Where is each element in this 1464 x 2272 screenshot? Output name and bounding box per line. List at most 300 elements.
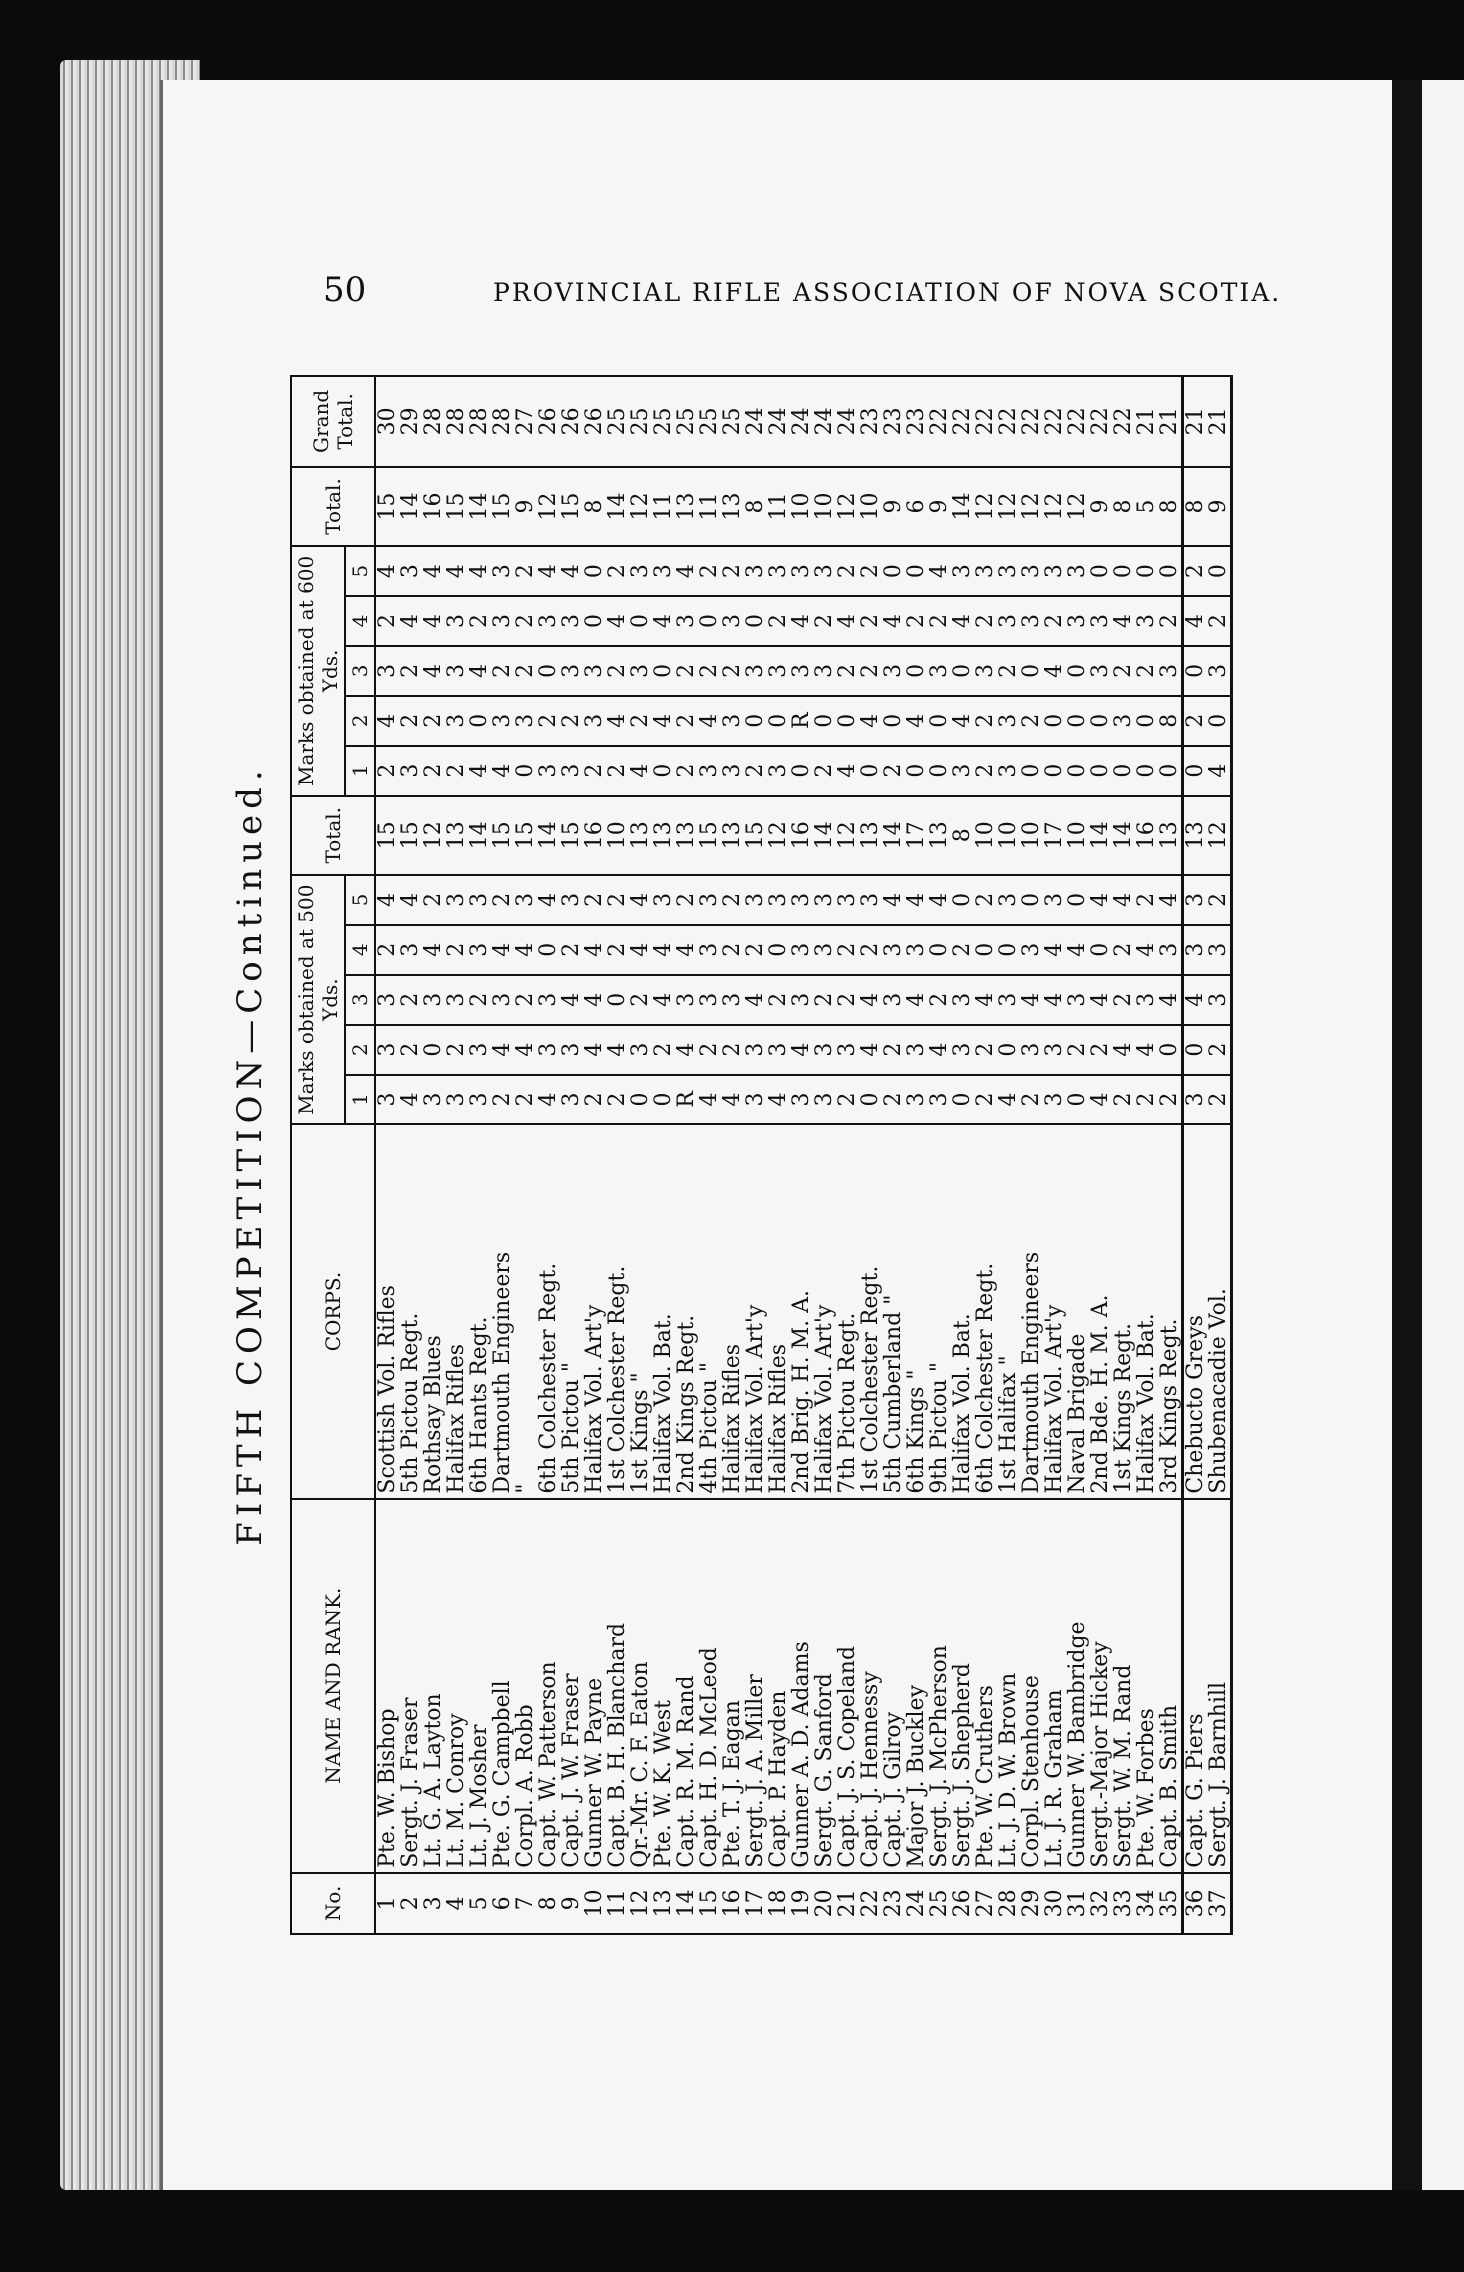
cell-corps: Halifax Vol. Bat. [951,1124,974,1498]
cell-mark-500: 3 [882,975,905,1025]
cell-mark-500: 3 [905,1025,928,1075]
cell-mark-500: 3 [859,875,882,925]
cell-mark-500: 2 [629,975,652,1025]
shot-5-500: 5 [345,875,375,925]
cell-grand-total: 21 [1158,376,1183,467]
cell-total-500: 15 [698,796,721,875]
cell-mark-600: 2 [399,696,422,746]
cell-mark-500: 2 [951,925,974,975]
cell-mark-500: 4 [905,975,928,1025]
cell-mark-500: 2 [1158,1075,1183,1125]
cell-mark-500: 0 [1066,1075,1089,1125]
cell-mark-600: 0 [1207,546,1232,596]
cell-mark-500: 4 [1043,975,1066,1025]
cell-mark-600: 2 [514,546,537,596]
cell-mark-600: 0 [537,646,560,696]
cell-total-600: 14 [468,467,491,546]
cell-mark-600: 0 [859,746,882,796]
cell-mark-500: 3 [629,1025,652,1075]
cell-total-500: 13 [928,796,951,875]
cell-mark-500: 4 [767,1075,790,1125]
cell-mark-600: 2 [606,746,629,796]
cell-total-600: 15 [560,467,583,546]
cell-mark-500: 3 [905,925,928,975]
cell-mark-600: 3 [721,746,744,796]
cell-no: 25 [928,1873,951,1934]
cell-total-500: 13 [1183,796,1208,875]
cell-mark-600: 0 [698,596,721,646]
cell-mark-500: 4 [1158,975,1183,1025]
cell-mark-600: 0 [1089,696,1112,746]
table-row [629,376,652,1934]
cell-mark-600: 2 [836,646,859,696]
cell-mark-500: 3 [744,1075,767,1125]
cell-mark-600: 2 [675,746,698,796]
table-row [652,376,675,1934]
cell-mark-600: 4 [928,546,951,596]
cell-name: Pte. W. Bishop [375,1499,399,1873]
cell-mark-500: 2 [813,975,836,1025]
cell-total-500: 14 [1112,796,1135,875]
cell-no: 17 [744,1873,767,1934]
cell-name: Lt. J. D. W. Brown [997,1499,1020,1873]
table-row [836,376,859,1934]
cell-name: Sergt. J. McPherson [928,1499,951,1873]
cell-mark-600: 3 [491,696,514,746]
cell-total-500: 13 [652,796,675,875]
cell-total-600: 9 [1089,467,1112,546]
cell-mark-500: 2 [744,925,767,975]
table-row [560,376,583,1934]
cell-total-500: 14 [1089,796,1112,875]
cell-mark-600: 2 [422,746,445,796]
cell-mark-600: 4 [1112,596,1135,646]
cell-mark-500: 4 [514,1025,537,1075]
cell-mark-500: 0 [652,1075,675,1125]
cell-no: 23 [882,1873,905,1934]
cell-mark-600: 3 [491,546,514,596]
cell-mark-600: 0 [905,746,928,796]
cell-mark-500: 3 [882,925,905,975]
cell-mark-600: 3 [652,546,675,596]
cell-mark-500: 3 [905,1075,928,1125]
cell-mark-500: 4 [1020,975,1043,1025]
cell-mark-500: 3 [767,1025,790,1075]
cell-corps: Dartmouth Engineers [491,1124,514,1498]
cell-total-500: 14 [882,796,905,875]
cell-mark-500: 4 [790,1025,813,1075]
cell-mark-500: 2 [1089,1025,1112,1075]
cell-mark-600: 0 [1158,746,1183,796]
cell-mark-600: 3 [767,646,790,696]
cell-mark-500: 3 [721,975,744,1025]
cell-mark-500: 2 [399,1025,422,1075]
cell-mark-600: 2 [675,646,698,696]
cell-mark-500: 4 [1089,875,1112,925]
cell-total-600: 12 [1020,467,1043,546]
cell-total-500: 14 [468,796,491,875]
cell-no: 12 [629,1873,652,1934]
cell-corps: 4th Pictou " [698,1124,721,1498]
cell-mark-500: 2 [1020,1075,1043,1125]
cell-name: Lt. M. Conroy [445,1499,468,1873]
cell-mark-500: 2 [1207,1025,1232,1075]
cell-mark-600: 0 [1183,646,1208,696]
cell-mark-500: 2 [721,1025,744,1075]
cell-no: 9 [560,1873,583,1934]
cell-mark-500: 2 [606,925,629,975]
cell-total-500: 10 [974,796,997,875]
cell-grand-total: 22 [1112,376,1135,467]
cell-mark-600: 4 [652,596,675,646]
cell-corps: Shubenacadie Vol. [1207,1124,1232,1498]
cell-mark-600: 2 [468,596,491,646]
table-row [675,376,698,1934]
cell-mark-500: 2 [721,875,744,925]
cell-mark-500: 0 [1089,925,1112,975]
table-row [928,376,951,1934]
cell-no: 37 [1207,1873,1232,1934]
cell-mark-600: 0 [583,546,606,596]
cell-mark-600: 3 [1089,596,1112,646]
cell-mark-600: 4 [836,596,859,646]
cell-mark-500: 4 [652,925,675,975]
cell-mark-500: 4 [675,1025,698,1075]
cell-mark-600: 4 [560,546,583,596]
cell-grand-total: 22 [974,376,997,467]
cell-grand-total: 29 [399,376,422,467]
cell-mark-600: 3 [399,546,422,596]
col-header-grand-total: Grand Total. [291,376,375,467]
cell-mark-600: 0 [905,546,928,596]
cell-mark-500: 0 [1020,875,1043,925]
cell-mark-600: 0 [1089,546,1112,596]
cell-mark-500: 3 [491,975,514,1025]
cell-mark-500: 4 [1112,875,1135,925]
cell-mark-600: 0 [1066,696,1089,746]
cell-no: 36 [1183,1873,1208,1934]
cell-total-600: 12 [836,467,859,546]
cell-mark-500: 3 [836,875,859,925]
cell-mark-600: 3 [675,596,698,646]
cell-no: 13 [652,1873,675,1934]
cell-no: 7 [514,1873,537,1934]
cell-total-600: 8 [744,467,767,546]
cell-grand-total: 30 [375,376,399,467]
cell-total-600: 5 [1135,467,1158,546]
cell-no: 26 [951,1873,974,1934]
cell-corps: Scottish Vol. Rifles [375,1124,399,1498]
cell-mark-600: 0 [1135,746,1158,796]
cell-mark-500: 3 [1066,975,1089,1025]
cell-mark-500: 2 [698,1025,721,1075]
cell-mark-500: 0 [1066,875,1089,925]
cell-mark-600: 0 [882,696,905,746]
cell-corps: Naval Brigade [1066,1124,1089,1498]
cell-mark-500: 3 [790,975,813,1025]
cell-no: 34 [1135,1873,1158,1934]
shot-1-600: 1 [345,746,375,796]
cell-mark-600: 3 [1089,646,1112,696]
cell-mark-600: 0 [882,546,905,596]
cell-no: 31 [1066,1873,1089,1934]
cell-mark-600: 3 [537,746,560,796]
cell-mark-600: 3 [974,546,997,596]
cell-mark-600: 3 [1020,596,1043,646]
cell-mark-500: 4 [583,1025,606,1075]
cell-mark-500: 3 [997,975,1020,1025]
cell-mark-600: 3 [491,596,514,646]
cell-mark-500: 4 [1112,1025,1135,1075]
table-row [445,376,468,1934]
cell-mark-600: 4 [882,596,905,646]
col-header-corps: CORPS. [291,1124,375,1498]
cell-mark-500: 3 [422,1075,445,1125]
cell-mark-500: 3 [790,1075,813,1125]
cell-total-600: 12 [537,467,560,546]
cell-mark-600: 0 [1089,746,1112,796]
table-row [790,376,813,1934]
cell-mark-600: 3 [1112,696,1135,746]
cell-mark-600: 3 [790,546,813,596]
cell-mark-500: 4 [1089,975,1112,1025]
shot-4-600: 4 [345,596,375,646]
cell-total-500: 13 [1158,796,1183,875]
cell-mark-600: 3 [974,646,997,696]
cell-mark-500: 3 [813,875,836,925]
cell-mark-600: 0 [652,746,675,796]
cell-mark-500: 3 [813,1075,836,1125]
cell-mark-600: 0 [1043,746,1066,796]
cell-total-600: 13 [721,467,744,546]
cell-total-500: 12 [422,796,445,875]
cell-mark-600: 2 [882,746,905,796]
cell-mark-600: 3 [997,696,1020,746]
cell-mark-500: 2 [974,875,997,925]
cell-mark-600: 0 [583,596,606,646]
cell-corps: Rothsay Blues [422,1124,445,1498]
cell-name: Gunner W. Bambridge [1066,1499,1089,1873]
cell-mark-600: 3 [514,696,537,746]
cell-mark-600: 0 [1020,746,1043,796]
cell-no: 16 [721,1873,744,1934]
cell-mark-600: 3 [997,546,1020,596]
cell-total-600: 15 [491,467,514,546]
cell-mark-600: 3 [560,646,583,696]
cell-total-500: 12 [767,796,790,875]
cell-mark-500: 2 [836,925,859,975]
table-row [1135,376,1158,1934]
cell-mark-600: 2 [744,746,767,796]
cell-total-600: 8 [583,467,606,546]
cell-mark-600: 2 [905,596,928,646]
cell-grand-total: 26 [560,376,583,467]
cell-corps: Halifax Vol. Bat. [652,1124,675,1498]
cell-name: Pte. W. K. West [652,1499,675,1873]
cell-mark-600: 3 [1066,546,1089,596]
cell-corps: Chebucto Greys [1183,1124,1208,1498]
cell-mark-500: 3 [744,1025,767,1075]
cell-mark-600: 3 [951,546,974,596]
table-row [1043,376,1066,1934]
cell-mark-600: 3 [951,746,974,796]
cell-mark-500: 0 [629,1075,652,1125]
cell-mark-500: 2 [583,875,606,925]
cell-corps: 1st Halifax " [997,1124,1020,1498]
cell-mark-600: 2 [698,646,721,696]
cell-name: Major J. Buckley [905,1499,928,1873]
cell-mark-500: 3 [1158,925,1183,975]
cell-mark-500: 0 [606,975,629,1025]
cell-mark-500: 3 [1183,1075,1208,1125]
cell-mark-600: 3 [583,646,606,696]
cell-grand-total: 21 [1183,376,1208,467]
cell-mark-600: 3 [997,746,1020,796]
cell-grand-total: 24 [790,376,813,467]
cell-mark-500: 0 [767,925,790,975]
cell-mark-500: 3 [675,975,698,1025]
cell-no: 35 [1158,1873,1183,1934]
cell-mark-500: 4 [882,875,905,925]
cell-total-500: 8 [951,796,974,875]
cell-mark-600: 3 [1158,646,1183,696]
cell-mark-600: 3 [1043,546,1066,596]
cell-mark-500: 3 [652,875,675,925]
cell-mark-600: 4 [905,696,928,746]
cell-mark-600: 2 [1112,646,1135,696]
cell-mark-500: 3 [375,975,399,1025]
cell-mark-500: 2 [675,875,698,925]
cell-mark-600: 4 [422,596,445,646]
cell-mark-500: 4 [422,925,445,975]
cell-grand-total: 28 [445,376,468,467]
cell-total-500: 15 [514,796,537,875]
cell-mark-500: 3 [1207,925,1232,975]
cell-mark-600: 0 [790,746,813,796]
cell-corps: 5th Pictou Regt. [399,1124,422,1498]
cell-mark-600: 2 [629,696,652,746]
cell-mark-500: 2 [1112,975,1135,1025]
cell-mark-500: 3 [790,875,813,925]
table-row [1089,376,1112,1934]
rotated-results-table-block [210,375,1231,1935]
cell-total-600: 15 [445,467,468,546]
table-row [767,376,790,1934]
cell-mark-500: 2 [445,1025,468,1075]
cell-mark-600: 2 [859,546,882,596]
cell-grand-total: 22 [1043,376,1066,467]
cell-no: 30 [1043,1873,1066,1934]
cell-mark-600: 0 [928,696,951,746]
cell-mark-500: 3 [537,975,560,1025]
shot-1-500: 1 [345,1075,375,1125]
cell-mark-600: 3 [790,646,813,696]
cell-mark-500: 2 [836,975,859,1025]
cell-mark-500: 4 [675,925,698,975]
cell-mark-600: 3 [1135,596,1158,646]
cell-no: 22 [859,1873,882,1934]
cell-mark-500: 3 [1135,975,1158,1025]
cell-mark-500: 2 [1135,1075,1158,1125]
col-header-marks-500: Marks obtained at 500 Yds. [291,875,345,1124]
cell-mark-500: 2 [859,925,882,975]
cell-mark-600: 2 [974,596,997,646]
cell-mark-500: 4 [1089,1075,1112,1125]
shot-2-600: 2 [345,696,375,746]
cell-mark-600: 0 [1158,546,1183,596]
cell-mark-500: 3 [375,1025,399,1075]
cell-name: Capt. H. D. McLeod [698,1499,721,1873]
cell-mark-500: 2 [375,925,399,975]
cell-mark-500: 3 [698,875,721,925]
cell-mark-600: 2 [1158,596,1183,646]
cell-mark-500: 0 [1183,1025,1208,1075]
table-row [951,376,974,1934]
cell-no: 32 [1089,1873,1112,1934]
cell-total-600: 11 [652,467,675,546]
cell-total-600: 14 [951,467,974,546]
cell-total-600: 12 [1043,467,1066,546]
cell-mark-500: 0 [951,1075,974,1125]
cell-mark-500: 3 [445,875,468,925]
cell-mark-600: 3 [882,646,905,696]
cell-grand-total: 28 [468,376,491,467]
cell-mark-600: 4 [468,746,491,796]
cell-mark-500: 3 [399,925,422,975]
cell-name: Sergt. J. A. Miller [744,1499,767,1873]
cell-mark-600: 2 [675,696,698,746]
cell-mark-600: 4 [399,596,422,646]
cell-mark-500: 3 [698,925,721,975]
cell-mark-500: 2 [491,875,514,925]
cell-name: Capt. J. Hennessy [859,1499,882,1873]
cell-mark-600: 2 [422,696,445,746]
cell-grand-total: 26 [583,376,606,467]
cell-grand-total: 28 [491,376,514,467]
cell-mark-600: 0 [1043,696,1066,746]
cell-mark-600: 2 [1183,546,1208,596]
cell-grand-total: 24 [744,376,767,467]
cell-grand-total: 25 [698,376,721,467]
cell-mark-500: 4 [629,925,652,975]
cell-no: 4 [445,1873,468,1934]
cell-mark-500: 0 [537,925,560,975]
cell-corps: Halifax Vol. Art'y [583,1124,606,1498]
cell-grand-total: 24 [813,376,836,467]
cell-total-600: 12 [974,467,997,546]
cell-mark-600: 4 [859,696,882,746]
cell-name: Sergt. G. Sanford [813,1499,836,1873]
cell-mark-500: 2 [1207,1075,1232,1125]
cell-total-500: 10 [1066,796,1089,875]
cell-mark-500: 2 [491,1075,514,1125]
table-row [491,376,514,1934]
cell-mark-600: 3 [744,646,767,696]
cell-mark-600: 0 [1066,646,1089,696]
cell-grand-total: 26 [537,376,560,467]
cell-grand-total: 27 [514,376,537,467]
cell-mark-600: 2 [1135,646,1158,696]
cell-mark-600: 4 [790,596,813,646]
cell-mark-500: 0 [422,1025,445,1075]
cell-total-600: 12 [629,467,652,546]
cell-mark-600: 3 [399,746,422,796]
cell-total-600: 10 [813,467,836,546]
cell-mark-600: 4 [491,746,514,796]
header-row [291,376,345,1934]
cell-mark-600: 4 [836,746,859,796]
table-row [1020,376,1043,1934]
